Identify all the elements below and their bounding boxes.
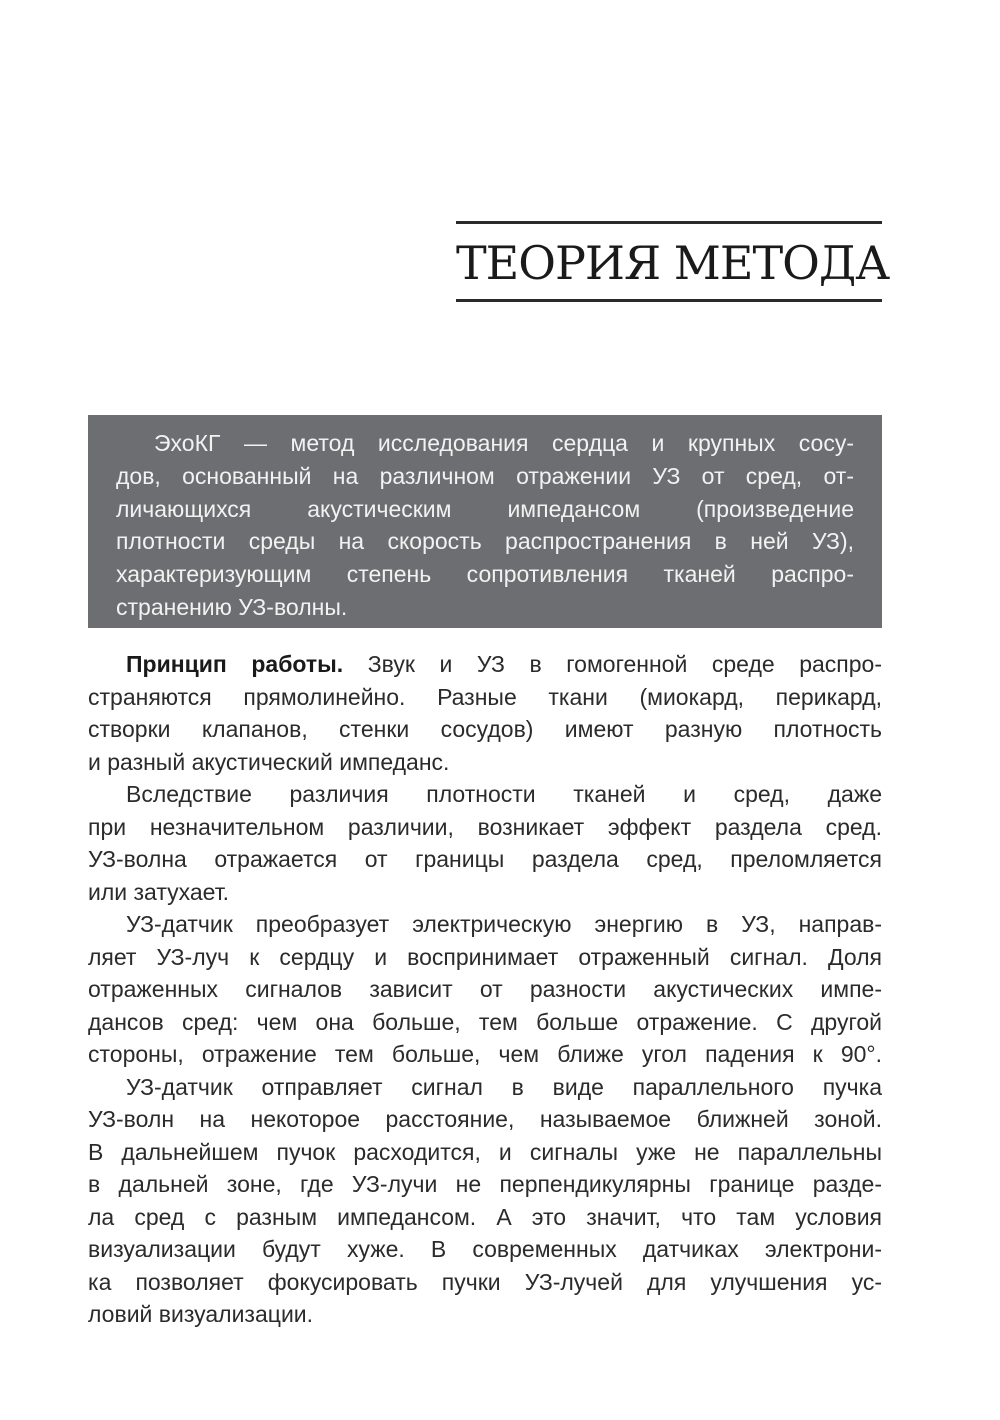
definition-box (88, 415, 882, 628)
text-line: страняются прямолинейно. Разные ткани (миокард, перикард, (88, 683, 882, 710)
title-bottom-rule (456, 299, 882, 302)
definition-line: странению УЗ-волны. (116, 593, 348, 620)
chapter-title: ТЕОРИЯ МЕТОДА (456, 236, 890, 290)
definition-line: личающихся акустическим импедансом (произведение (116, 495, 854, 522)
text-line: ляет УЗ-луч к сердцу и воспринимает отраженный сигнал. Доля (88, 943, 882, 970)
definition-line: характеризующим степень сопротивления тканей распро- (116, 561, 854, 588)
text-line: ка позволяет фокусировать пучки УЗ-лучей для улучшения ус- (88, 1268, 882, 1295)
text: Звук и УЗ в гомогенной среде распро- (367, 651, 883, 677)
text-line: УЗ-датчик преобразует электрическую энергию в УЗ, направ- (126, 911, 882, 937)
text-line: УЗ-датчик отправляет сигнал в виде параллельного пучка (126, 1073, 882, 1100)
text-line: дансов сред: чем она больше, тем больше отражение. С другой (88, 1008, 882, 1035)
definition-line: плотности среды на скорость распространения в ней УЗ), (116, 528, 854, 555)
text-line: визуализации будут хуже. В современных датчиках электрони- (88, 1236, 882, 1262)
text-line: УЗ-волна отражается от границы раздела сред, преломляется (88, 846, 882, 872)
text-line: или затухает. (88, 878, 230, 905)
text-line: ловий визуализации. (88, 1301, 314, 1327)
definition-line: ЭхоКГ — метод исследования сердца и крупных сосу- (154, 430, 854, 456)
text-line: и разный акустический импеданс. (88, 748, 450, 775)
text-line: В дальнейшем пучок расходится, и сигналы уже не параллельны (88, 1138, 882, 1165)
text-line: УЗ-волн на некоторое расстояние, называемое ближней зоной. (88, 1106, 882, 1132)
body-text (88, 648, 882, 1331)
text-line: ла сред с разным импедансом. А это значит, что там условия (88, 1203, 882, 1230)
text-line: в дальней зоне, где УЗ-лучи не перпендикулярны границе разде- (88, 1171, 882, 1197)
paragraph-1-first-line (88, 648, 882, 681)
text-line: створки клапанов, стенки сосудов) имеют разную плотность (88, 716, 882, 742)
text-line: отраженных сигналов зависит от разности акустических импе- (88, 976, 882, 1002)
definition-line: дов, основанный на различном отражении УЗ от сред, от- (116, 462, 854, 489)
lead-heading: Принцип работы. (126, 651, 344, 677)
text-line: стороны, отражение тем больше, чем ближе угол падения к 90°. (88, 1041, 882, 1067)
text-line: Вследствие различия плотности тканей и сред, даже (126, 781, 882, 807)
text-line: при незначительном различии, возникает эффект раздела сред. (88, 813, 882, 840)
title-top-rule (456, 221, 882, 224)
